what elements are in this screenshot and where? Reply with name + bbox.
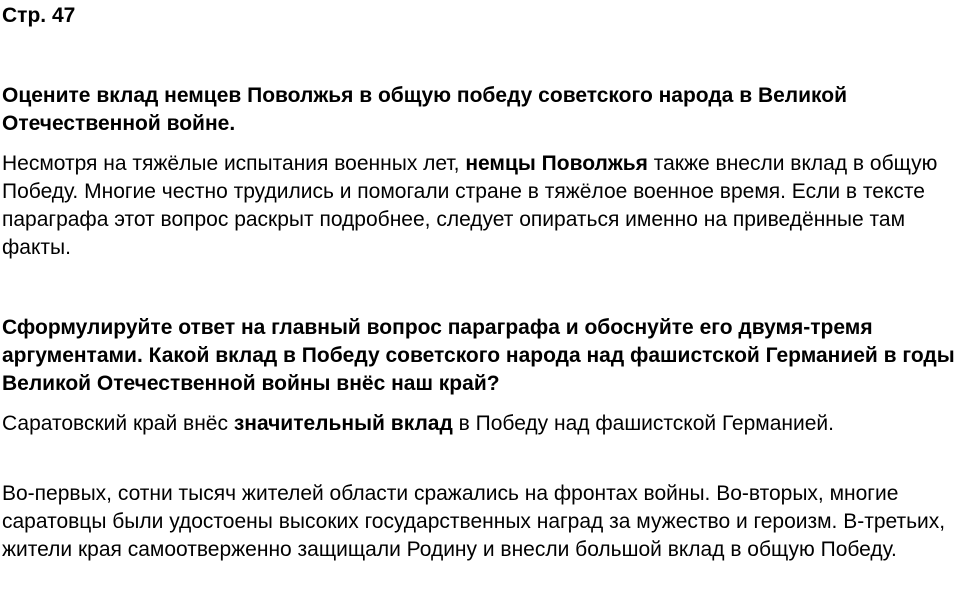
answer-1 bbox=[2, 150, 958, 262]
question-1: Оцените вклад немцев Поволжья в общую победу советского народа в Великой Отечественной войне. bbox=[2, 84, 848, 135]
answer-1-text-before: Несмотря на тяжёлые испытания военных лет, bbox=[2, 152, 466, 175]
answer-2-paragraph-2: Во-первых, сотни тысяч жителей области сражались на фронтах войны. Во-вторых, многие саратовцы были удостоены высоких государственных наград за мужество и героизм. В-третьих, жители края самоотверженно защищали Родину и внесли большой вклад в общую Победу. bbox=[2, 482, 946, 561]
answer-2-paragraph-1 bbox=[2, 410, 958, 438]
answer-1-text-after: также внесли вклад в общую Победу. Многие честно трудились и помогали стране в тяжёлое военное время. Если в тексте параграфа этот вопрос раскрыт подробнее, следует опираться именно на приведённые там факты. bbox=[2, 152, 938, 259]
page-number: Стр. 47 bbox=[2, 4, 76, 27]
question-2: Сформулируйте ответ на главный вопрос параграфа и обоснуйте его двумя-тремя аргументами. Какой вклад в Победу советского народа над фашистской Германией в годы Великой Отечественной войны внёс наш край? bbox=[2, 316, 955, 395]
answer-1-bold-text: немцы Поволжья bbox=[465, 152, 648, 175]
answer-2-bold-text: значительный вклад bbox=[233, 412, 453, 435]
answer-2-text-before: Саратовский край внёс bbox=[2, 412, 234, 435]
answer-2-text-after: в Победу над фашистской Германией. bbox=[452, 412, 834, 435]
